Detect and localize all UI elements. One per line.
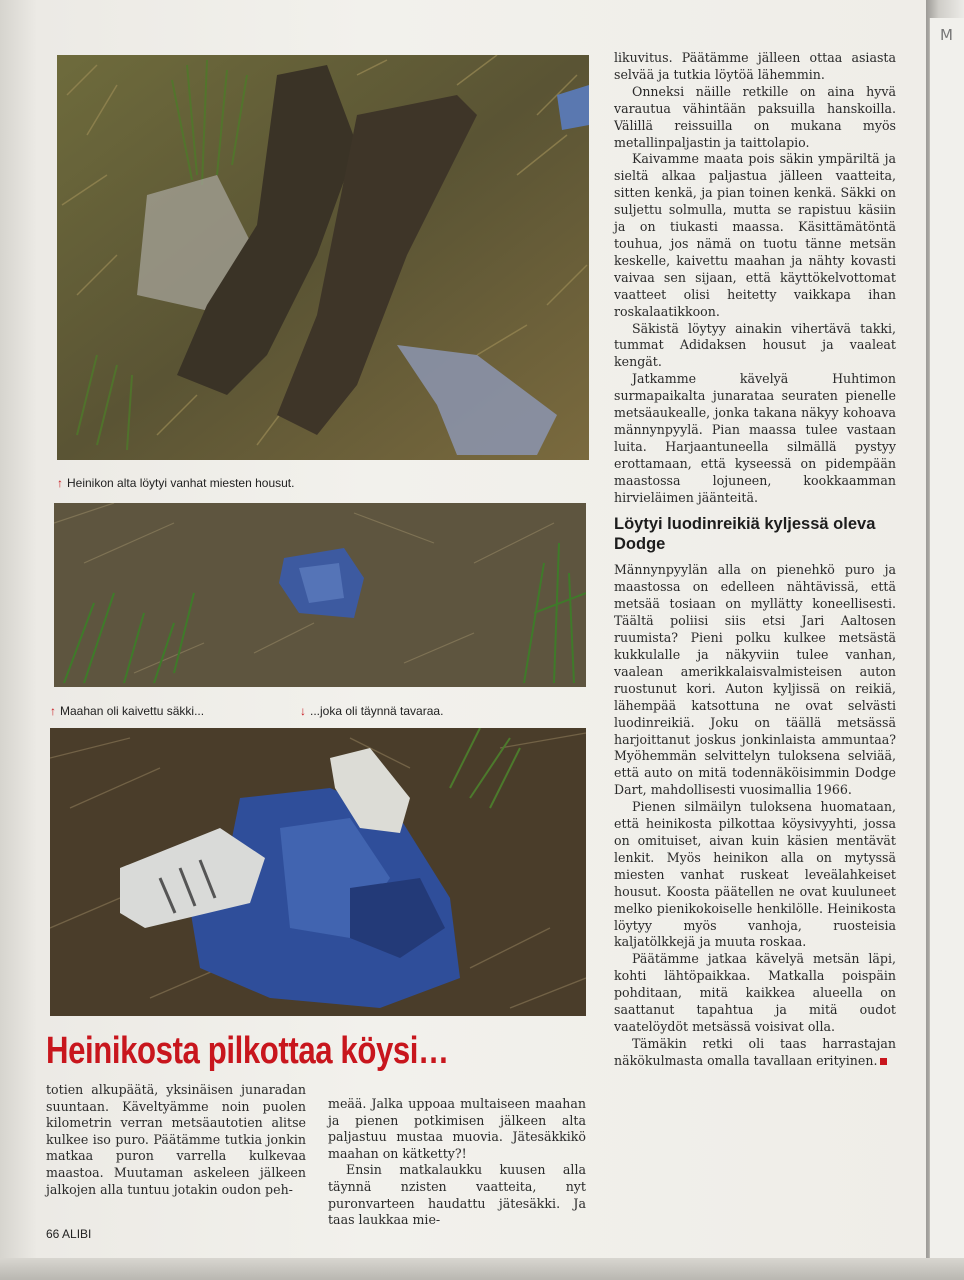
paragraph: likuvitus. Päätämme jälleen ottaa asiasta selvää ja tutkia löytöä lähemmin. [614,50,896,82]
end-mark-icon [880,1058,887,1065]
paragraph: Ensin matkalaukku kuusen alla täynnä nzisten vaatteita, nyt puronvarteen haudattu jätesäkki. Ja taas laukkaa mie- [328,1162,586,1228]
paragraph: Jatkamme kävelyä Huhtimon surmapaikalta junarataa seuraten pienelle metsäaukealle, jonka takana näkyy kohoava männynpyylä. Pian maassa tulee vastaan luita. Harjaantuneella silmällä pystyy erottamaan, että kyseessä on pidempään maastossa lojuneen, kookkaamman hirvieläimen jäänteitä. [614,371,896,505]
photo-sack [54,503,586,687]
caption-photo-sack: ↑ Maahan oli kaivettu säkki... [50,704,205,718]
paragraph: Pienen silmäilyn tuloksena huomataan, että heinikosta pilkottaa köysivyyhti, jossa on omituiset, aivan kuin käsien mentävät lenkit. Myös heinikon alla on mytyssä miesten vanhat ruskeat leveälahkeiset housut. Koosta päätellen ne ovat kuuluneet melko pienikokoiselle henkilölle. Heinikosta löytyy myös vanhoja, ruosteisia kaljatölkkejä ja muuta roskaa. [614,799,896,950]
body-column-bottom-middle [328,1096,586,1229]
arrow-up-icon: ↑ [57,476,63,490]
paragraph [614,1036,896,1070]
paragraph: meää. Jalka uppoaa multaiseen maahan ja pienen potkimisen jälkeen alta paljastuu mustaa muovia. Jätesäkkikö maahan on kätketty?! [328,1096,586,1161]
paragraph: Männynpyylän alla on pienehkö puro ja maastossa on edelleen nähtävissä, että metsää tosiaan on myllätty koneellisesti. Täältä poliisi siis etsi Jari Aaltosen ruumista? Pieni polku kulkee metsästä kukkulalle ja näkyviin tulee vanhan, vaalean amerikkalaisvalmisteisen auton ruostunut kori. Auton kyljissä on reikiä, lähempää katsottuna ne ovat selvästi luodinreikiä. Joku on täällä metsässä harjoittanut joskus jonkinlaista ammuntaa? Myöhemmän selvittelyn tuloksena selviää, että auto on mitä todennäköisimmin Dodge Dart, mahdollisesti vuosimallia 1966. [614,562,896,798]
caption-photo-contents: ↓ ...joka oli täynnä tavaraa. [300,704,444,718]
arrow-down-icon: ↓ [300,704,306,718]
section-subheading: Löytyi luodinreikiä kyljessä oleva Dodge [614,515,876,554]
paragraph: Kaivamme maata pois säkin ympäriltä ja sieltä alkaa paljastua jälleen vaatteita, sitten kenkä, ja pian toinen kenkä. Säkki on suljettu solmulla, mutta se rapistuu käsiin ja on tiukasti maassa. Käsittämätöntä touhua, jos nämä on tuotu tänne metsän keskelle, kaivettu maahan ja nähty kovasti vaivaa sen sijaan, että käyttökelvottomat vaatteet olisi heitetty vaikkapa ihan roskalaatikkoon. [614,151,896,319]
page-headline: Heinikosta pilkottaa köysi… [46,1030,449,1072]
paragraph: Säkistä löytyy ainakin vihertävä takki, tummat Adidaksen housut ja vaaleat kengät. [614,320,896,370]
caption-photo-trousers: ↑ Heinikon alta löytyi vanhat miesten housut. [57,476,295,490]
paragraph: Päätämme jatkaa kävelyä metsän läpi, kohti lähtöpaikkaa. Matkalla poispäin pohditaan, mitä kaikkea alueella on saattanut tapahtua ja mitä oudot vaatelöydöt metsässä voisivat olla. [614,951,896,1034]
photo-trousers [57,55,589,460]
body-column-bottom-left [46,1082,306,1198]
photo-clothes [50,728,586,1016]
background-bottom [0,1258,964,1280]
paragraph: totien alkupäätä, yksinäisen junaradan suuntaan. Käveltyämme noin puolen kilometrin verran metsäautotien alitse kulkee iso puro. Päätämme tutkia jonkin matkaa puron varrella kulkevaa maastoa. Muutaman askeleen jälkeen jalkojen alla tuntuu jotakin oudon peh- [46,1082,306,1197]
paragraph: Onneksi näille retkille on aina hyvä varautua vähintään paksuilla hanskoilla. Välillä reissuilla on mukana myös metallinpaljastin ja taittolapio. [614,83,896,150]
body-column-right [614,50,896,1070]
page-footer: 66 ALIBI [46,1227,92,1241]
paragraph-text: Tämäkin retki oli taas harrastajan näkökulmasta omalla tavallaan erityinen. [614,1035,896,1068]
next-page-edge: M [929,18,964,1268]
arrow-up-icon: ↑ [50,704,56,718]
